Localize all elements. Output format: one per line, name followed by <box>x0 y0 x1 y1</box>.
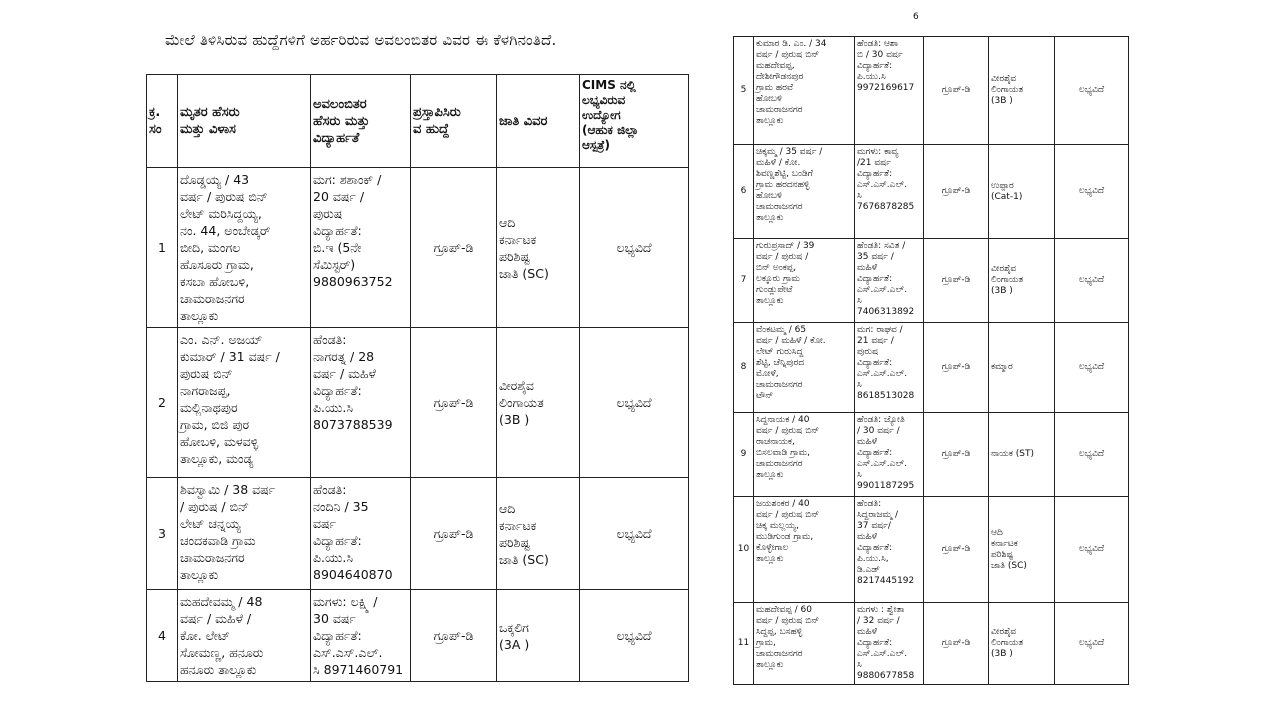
deceased-details: ವೆಂಕಟಮ್ಮ / 65 ವರ್ಷ / ಮಹಿಳೆ / ಕೋ. ಲೇಟ್ ಗುರುಸಿದ್ದ ಶೆಟ್ಟಿ, ಚೆನ್ನಿಪುರದ ಮೋಳೆ, ಚಾಮರಾಜನಗರ ಟೌನ್ <box>754 323 855 413</box>
proposed-post: ಗ್ರೂಪ್-ಡಿ <box>411 168 497 328</box>
dependent-details: ಹೆಂಡತಿ: ನಂದಿನಿ / 35 ವರ್ಷ ವಿದ್ಯಾರ್ಹತೆ: ಪಿ.ಯು.ಸಿ 8904640870 <box>311 478 411 590</box>
caste-details: ಉಪ್ಪಾರ (Cat-1) <box>989 145 1055 239</box>
row-serial: 1 <box>147 168 178 328</box>
caste-details: ನಾಯಕ (ST) <box>989 413 1055 497</box>
dependent-details: ಮಗ: ಶಶಾಂಕ್ / 20 ವರ್ಷ / ಪುರುಷ ವಿದ್ಯಾರ್ಹತೆ: ಬಿ.ಇ (5ನೇ ಸೆಮಿಸ್ಟರ್) 9880963752 <box>311 168 411 328</box>
cims-availability: ಲಭ್ಯವಿದೆ <box>1055 145 1129 239</box>
table-row <box>147 590 689 682</box>
row-serial: 6 <box>734 145 754 239</box>
table-header-row <box>147 75 689 168</box>
cims-availability: ಲಭ್ಯವಿದೆ <box>580 590 689 682</box>
row-serial: 8 <box>734 323 754 413</box>
deceased-details: ಚಿಕ್ಕಮ್ಮ / 35 ವರ್ಷ / ಮಹಿಳೆ / ಕೋ. ಶಿವಣ್ಣಶೆಟ್ಟಿ, ಬಂಡಿಗೆ ಗ್ರಾಮ ಹರದನಹಳ್ಳಿ ಹೋಬಳಿ ಚಾಮರಾಜನಗರ ತಾಲ್ಲೂಕು <box>754 145 855 239</box>
cims-availability: ಲಭ್ಯವಿದೆ <box>580 478 689 590</box>
caste-details: ವೀರಶೈವ ಲಿಂಗಾಯತ (3B ) <box>989 37 1055 145</box>
proposed-post: ಗ್ರೂಪ್-ಡಿ <box>924 239 989 323</box>
cims-availability: ಲಭ್ಯವಿದೆ <box>1055 37 1129 145</box>
cims-availability: ಲಭ್ಯವಿದೆ <box>1055 323 1129 413</box>
proposed-post: ಗ್ರೂಪ್-ಡಿ <box>411 328 497 478</box>
table-row <box>734 603 1129 685</box>
cims-availability: ಲಭ್ಯವಿದೆ <box>1055 239 1129 323</box>
deceased-details: ಗುರುಪ್ರಸಾದ್ / 39 ವರ್ಷ / ಪುರುಷ / ಬಿನ್ ಅಂಕಪ್ಪ, ಲಕ್ಕೂರು ಗ್ರಾಮ ಗುಂಡ್ಲುಪೇಟೆ ತಾಲ್ಲೂಕು <box>754 239 855 323</box>
table-row <box>734 37 1129 145</box>
row-serial: 5 <box>734 37 754 145</box>
dependent-details: ಹೆಂಡತಿ: ಜ್ಯೋತಿ / 30 ವರ್ಷ / ಮಹಿಳೆ ವಿದ್ಯಾರ್ಹತೆ: ಎಸ್.ಎಸ್.ಎಲ್. ಸಿ 9901187295 <box>855 413 924 497</box>
deceased-details: ಜಯಶಂಕರ / 40 ವರ್ಷ / ಪುರುಷ ಬಿನ್ ಚಿಕ್ಕ ಮಲ್ಲಯ್ಯ, ಮುಡಿಗುಂಡ ಗ್ರಾಮ, ಕೊಳ್ಳೇಗಾಲ ತಾಲ್ಲೂಕು <box>754 497 855 603</box>
dependents-table-right <box>733 36 1129 685</box>
row-serial: 11 <box>734 603 754 685</box>
dependent-details: ಮಗ: ರಾಘವ / 21 ವರ್ಷ / ಪುರುಷ ವಿದ್ಯಾರ್ಹತೆ: ಎಸ್.ಎಸ್.ಎಲ್. ಸಿ 8618513028 <box>855 323 924 413</box>
dependent-details: ಮಗಳು : ಶ್ವೇತಾ / 32 ವರ್ಷ / ಮಹಿಳೆ ವಿದ್ಯಾರ್ಹತೆ: ಎಸ್.ಎಸ್.ಎಲ್. ಸಿ 9880677858 <box>855 603 924 685</box>
deceased-details: ಮಹದೇವಮ್ಮ / 48 ವರ್ಷ / ಮಹಿಳೆ / ಕೋ. ಲೇಟ್ ಸೋಮಣ್ಣ, ಹನೂರು ಹನೂರು ತಾಲ್ಲೂಕು <box>178 590 311 682</box>
dependents-table-left <box>146 74 689 682</box>
table-row <box>734 145 1129 239</box>
row-serial: 10 <box>734 497 754 603</box>
proposed-post: ಗ್ರೂಪ್-ಡಿ <box>411 478 497 590</box>
table-row <box>734 497 1129 603</box>
deceased-details: ಶಿವಸ್ವಾಮಿ / 38 ವರ್ಷ / ಪುರುಷ / ಬಿನ್ ಲೇಟ್ ಚನ್ನಯ್ಯ ಚಂದಕವಾಡಿ ಗ್ರಾಮ ಚಾಮರಾಜನಗರ ತಾಲ್ಲೂಕು <box>178 478 311 590</box>
deceased-details: ಮಹದೇವಪ್ಪ / 60 ವರ್ಷ / ಪುರುಷ ಬಿನ್ ಸಿದ್ದಪ್ಪ, ಬಸಹಳ್ಳಿ ಗ್ರಾಮ, ಚಾಮರಾಜನಗರ ತಾಲ್ಲೂಕು <box>754 603 855 685</box>
dependent-details: ಮಗಳು: ಕಾವ್ಯ /21 ವರ್ಷ ವಿದ್ಯಾರ್ಹತೆ: ಎಸ್.ಎಸ್.ಎಲ್. ಸಿ 7676878285 <box>855 145 924 239</box>
row-serial: 3 <box>147 478 178 590</box>
header-serial: ಕ್ರ. ಸಂ <box>147 75 178 168</box>
caste-details: ಆದಿ ಕರ್ನಾಟಕ ಪರಿಶಿಷ್ಟ ಜಾತಿ (SC) <box>497 168 580 328</box>
table-row <box>147 328 689 478</box>
proposed-post: ಗ್ರೂಪ್-ಡಿ <box>411 590 497 682</box>
caste-details: ವೀರಶೈವ ಲಿಂಗಾಯತ (3B ) <box>989 239 1055 323</box>
dependent-details: ಹೆಂಡತಿ: ಸಿದ್ದರಾಜಮ್ಮ / 37 ವರ್ಷ/ ಮಹಿಳೆ ವಿದ್ಯಾರ್ಹತೆ: ಪಿ.ಯು.ಸಿ, ಡಿ.ಎಡ್ 8217445192 <box>855 497 924 603</box>
header-dependent: ಅವಲಂಬಿತರ ಹೆಸರು ಮತ್ತು ವಿದ್ಯಾರ್ಹತೆ <box>311 75 411 168</box>
caste-details: ಕಮ್ಮಾರ <box>989 323 1055 413</box>
cims-availability: ಲಭ್ಯವಿದೆ <box>1055 497 1129 603</box>
proposed-post: ಗ್ರೂಪ್-ಡಿ <box>924 413 989 497</box>
dependent-details: ಹೆಂಡತಿ: ಆಶಾ ಬಿ / 30 ವರ್ಷ ವಿದ್ಯಾರ್ಹತೆ: ಪಿ.ಯು.ಸಿ 9972169617 <box>855 37 924 145</box>
header-deceased: ಮೃತರ ಹೆಸರು ಮತ್ತು ವಿಳಾಸ <box>178 75 311 168</box>
caste-details: ವೀರಶೈವ ಲಿಂಗಾಯತ (3B ) <box>989 603 1055 685</box>
cims-availability: ಲಭ್ಯವಿದೆ <box>1055 413 1129 497</box>
proposed-post: ಗ್ರೂಪ್-ಡಿ <box>924 145 989 239</box>
dependent-details: ಮಗಳು: ಲಕ್ಷ್ಮಿ / 30 ವರ್ಷ ವಿದ್ಯಾರ್ಹತೆ: ಎಸ್.ಎಸ್.ಎಲ್. ಸಿ 8971460791 <box>311 590 411 682</box>
table-row <box>734 413 1129 497</box>
caste-details: ಆದಿ ಕರ್ನಾಟಕ ಪರಿಶಿಷ್ಟ ಜಾತಿ (SC) <box>989 497 1055 603</box>
cims-availability: ಲಭ್ಯವಿದೆ <box>580 168 689 328</box>
header-post: ಪ್ರಸ್ತಾಪಿಸಿರು ವ ಹುದ್ದೆ <box>411 75 497 168</box>
proposed-post: ಗ್ರೂಪ್-ಡಿ <box>924 323 989 413</box>
dependent-details: ಹೆಂಡತಿ: ನಾಗರತ್ನ / 28 ವರ್ಷ / ಮಹಿಳೆ ವಿದ್ಯಾರ್ಹತೆ: ಪಿ.ಯು.ಸಿ 8073788539 <box>311 328 411 478</box>
deceased-details: ಕುಮಾರ ಡಿ. ಎಂ. / 34 ವರ್ಷ / ಪುರುಷ ಬಿನ್ ಮಹದೇವಪ್ಪ, ದೇಶೀಗೌಡನಪುರ ಗ್ರಾಮ ಹರವೆ ಹೋಬಳಿ ಚಾಮರಾಜನಗರ ತಾಲ್ಲೂಕು <box>754 37 855 145</box>
cims-availability: ಲಭ್ಯವಿದೆ <box>1055 603 1129 685</box>
table-row <box>734 239 1129 323</box>
cims-availability: ಲಭ್ಯವಿದೆ <box>580 328 689 478</box>
deceased-details: ಸಿದ್ದನಾಯಕ / 40 ವರ್ಷ / ಪುರುಷ ಬಿನ್ ರಾಚನಾಯಕ, ಬಿಸಲವಾಡಿ ಗ್ರಾಮ, ಚಾಮರಾಜನಗರ ತಾಲ್ಲೂಕು <box>754 413 855 497</box>
table-row <box>147 168 689 328</box>
proposed-post: ಗ್ರೂಪ್-ಡಿ <box>924 497 989 603</box>
caste-details: ಒಕ್ಕಲಿಗ (3A ) <box>497 590 580 682</box>
deceased-details: ದೊಡ್ಡಯ್ಯ / 43 ವರ್ಷ / ಪುರುಷ ಬಿನ್ ಲೇಟ್ ಮರಿಸಿದ್ದಯ್ಯ, ನಂ. 44, ಅಂಬೇಡ್ಕರ್ ಬೀದಿ, ಮಂಗಲ ಹೊಸೂರು ಗ್ರಾಮ, ಕಸಬಾ ಹೋಬಳಿ, ಚಾಮರಾಜನಗರ ತಾಲ್ಲೂಕು <box>178 168 311 328</box>
table-row <box>147 478 689 590</box>
proposed-post: ಗ್ರೂಪ್-ಡಿ <box>924 37 989 145</box>
dependent-details: ಹೆಂಡತಿ: ಸವಿತ / 35 ವರ್ಷ / ಮಹಿಳೆ ವಿದ್ಯಾರ್ಹತೆ: ಎಸ್.ಎಸ್.ಎಲ್. ಸಿ 7406313892 <box>855 239 924 323</box>
page-number: 6 <box>913 12 919 22</box>
intro-text: ಮೇಲೆ ತಿಳಿಸಿರುವ ಹುದ್ದೆಗಳಿಗೆ ಅರ್ಹರಿರುವ ಅವಲಂಬಿತರ ವಿವರ ಈ ಕೆಳಗಿನಂತಿದೆ. <box>165 31 557 49</box>
deceased-details: ಎಂ. ಎನ್. ಅಜಯ್ ಕುಮಾರ್ / 31 ವರ್ಷ / ಪುರುಷ ಬಿನ್ ನಾಗರಾಜಪ್ಪ, ಮಲ್ಲಿನಾಥಪುರ ಗ್ರಾಮ, ಬಿಜಿ ಪುರ ಹೋಬಳಿ, ಮಳವಳ್ಳಿ ತಾಲ್ಲೂಕು, ಮಂಡ್ಯ <box>178 328 311 478</box>
table-row <box>734 323 1129 413</box>
row-serial: 4 <box>147 590 178 682</box>
caste-details: ಆದಿ ಕರ್ನಾಟಕ ಪರಿಶಿಷ್ಟ ಜಾತಿ (SC) <box>497 478 580 590</box>
header-caste: ಜಾತಿ ವಿವರ <box>497 75 580 168</box>
row-serial: 2 <box>147 328 178 478</box>
header-cims: CIMS ನಲ್ಲಿ ಲಭ್ಯವಿರುವ ಉದ್ಯೋಗ (ಆಹುಕ ಜಿಲ್ಲಾ ಆಸ್ಪತ್ರೆ) <box>580 75 689 168</box>
row-serial: 9 <box>734 413 754 497</box>
row-serial: 7 <box>734 239 754 323</box>
caste-details: ವೀರಶೈವ ಲಿಂಗಾಯತ (3B ) <box>497 328 580 478</box>
proposed-post: ಗ್ರೂಪ್-ಡಿ <box>924 603 989 685</box>
